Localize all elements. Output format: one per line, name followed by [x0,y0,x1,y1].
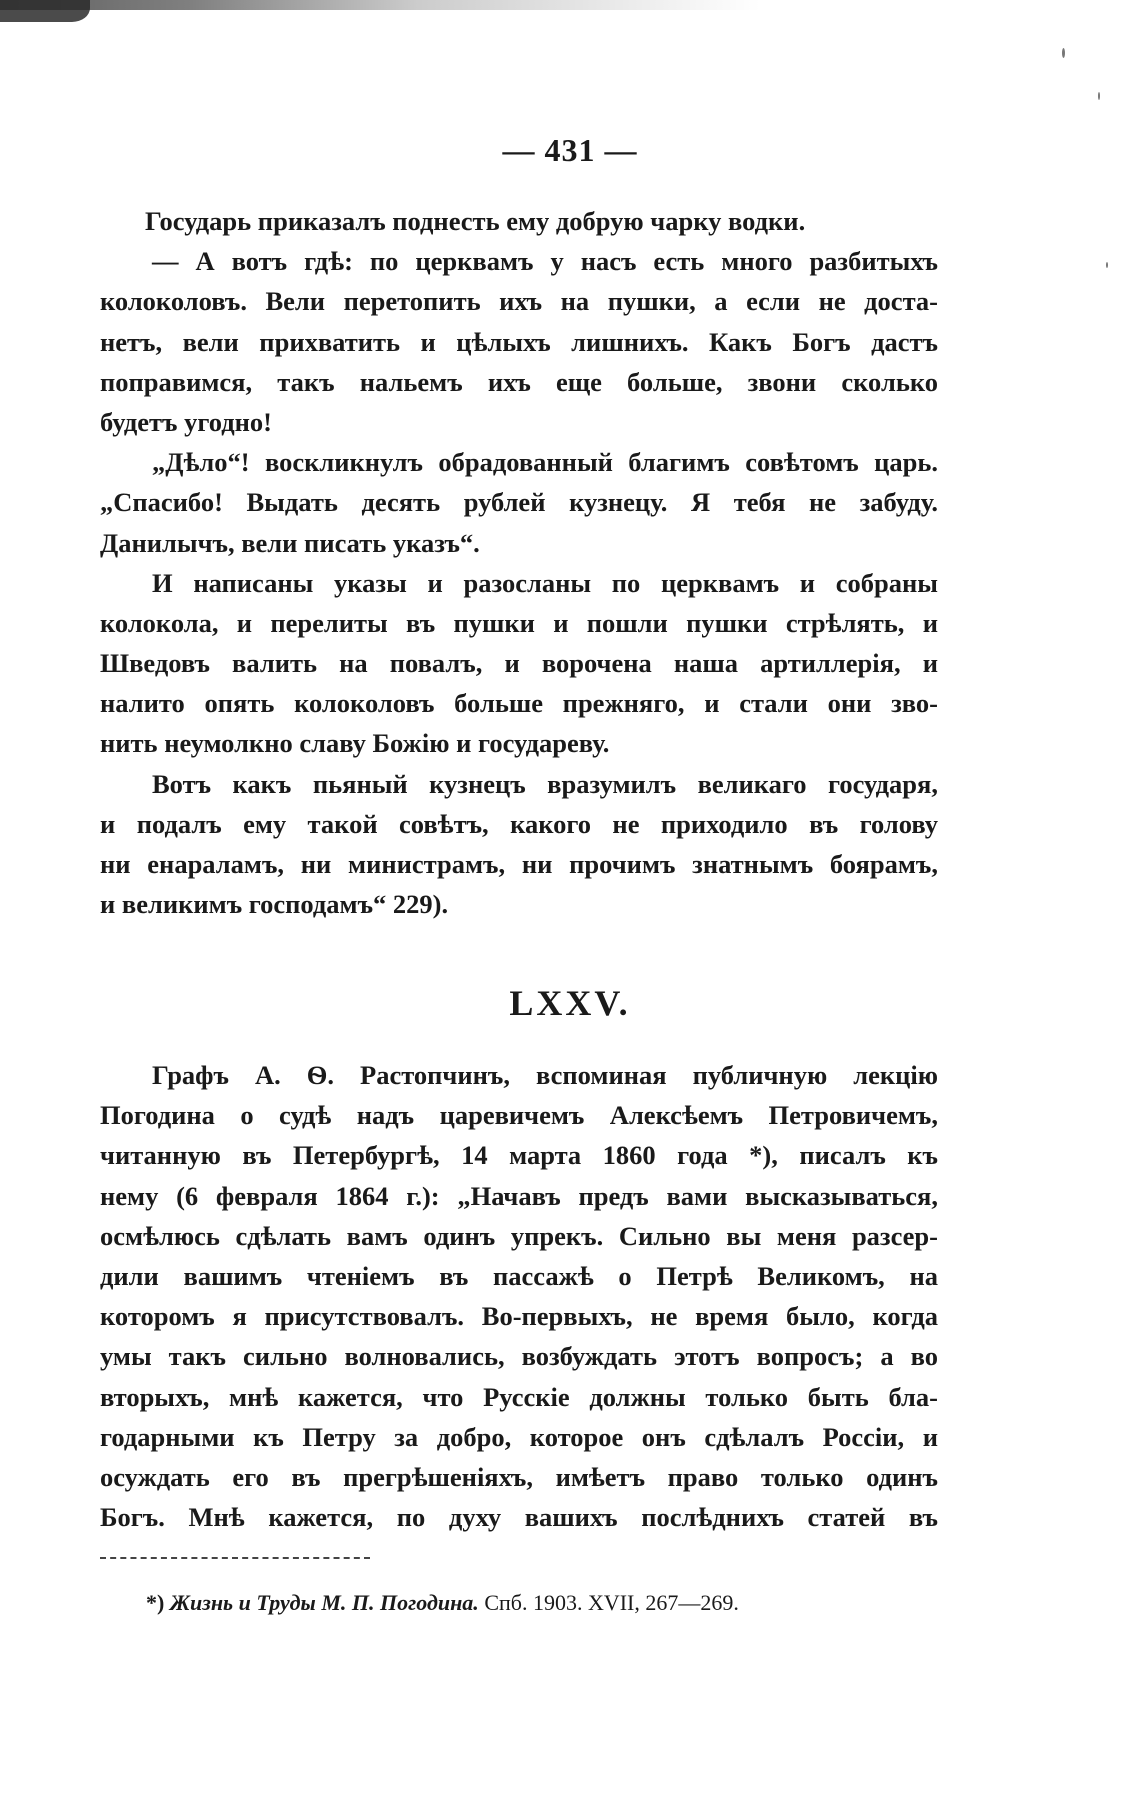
text-line: нить неумолкно славу Божію и государеву. [100,728,610,759]
scan-speck [1062,48,1065,58]
footnote-title: Жизнь и Труды М. П. Погодина. [169,1590,479,1615]
text-line: нетъ, вели прихватить и цѣлыхъ лишнихъ. Какъ Богъ дастъ [100,326,938,357]
text-line: — А вотъ гдѣ: по церквамъ у насъ есть много разбитыхъ [152,246,938,277]
text-line: И написаны указы и разосланы по церквамъ и собраны [152,567,938,598]
footnote [146,1590,946,1616]
scan-corner-shadow [0,0,90,22]
text-line: вторыхъ, мнѣ кажется, что Русскіе должны только быть бла- [100,1381,938,1412]
text-line: „Дѣло“! воскликнулъ обрадованный благимъ совѣтомъ царь. [152,447,938,478]
text-line: умы такъ сильно волновались, возбуждать этотъ вопросъ; а во [100,1341,938,1372]
body-text-top [100,201,938,924]
text-line: Вотъ какъ пьяный кузнецъ вразумилъ великаго государя, [152,768,938,799]
footnote-mark: *) [146,1590,165,1615]
text-line: осуждать его въ прегрѣшеніяхъ, имѣетъ право только одинъ [100,1461,938,1492]
section-heading: LXXV. [509,983,631,1023]
text-line: нему (6 февраля 1864 г.): „Начавъ предъ вами высказываться, [100,1180,938,1211]
text-line: и подалъ ему такой совѣтъ, какого не приходило въ голову [100,808,938,839]
text-line: которомъ я присутствовалъ. Во-первыхъ, не время было, когда [100,1301,938,1332]
text-line: Шведовъ валить на повалъ, и ворочена наша артиллерія, и [100,648,938,679]
footnote-divider [100,1557,370,1559]
text-line: колоколовъ. Вели перетопить ихъ на пушки, а если не доста- [100,286,938,317]
scan-speck [1106,262,1108,268]
text-line: налито опять колоколовъ больше прежняго, и стали они зво- [100,688,938,719]
footnote-citation: Спб. 1903. XVII, 267—269. [484,1590,739,1615]
text-line: колокола, и перелиты въ пушки и пошли пушки стрѣлять, и [100,607,938,638]
scan-edge-shadow [0,0,760,10]
scan-speck [1098,92,1100,100]
page-number: — 431 — [502,132,638,168]
text-line: Графъ А. Ѳ. Растопчинъ, вспоминая публичную лекцію [152,1060,938,1090]
text-line: ни енараламъ, ни министрамъ, ни прочимъ знатнымъ боярамъ, [100,849,938,879]
text-line: будетъ угодно! [100,406,272,437]
text-line: „Спасибо! Выдать десять рублей кузнецу. Я тебя не забуду. [100,487,938,518]
text-line: осмѣлюсь сдѣлать вамъ одинъ упрекъ. Сильно вы меня разсер- [100,1220,938,1251]
text-line: поправимся, такъ нальемъ ихъ еще больше, звони сколько [100,366,938,397]
text-line: Погодина о судѣ надъ царевичемъ Алексѣемъ Петровичемъ, [100,1100,938,1131]
text-line: годарными къ Петру за добро, которое онъ сдѣлалъ Россіи, и [100,1421,938,1452]
text-line: Данилычъ, вели писать указъ“. [100,527,480,558]
text-line: и великимъ господамъ“ 229). [100,889,449,920]
text-line: читанную въ Петербургѣ, 14 марта 1860 года *), писалъ къ [100,1140,938,1171]
text-line: дили вашимъ чтеніемъ въ пассажѣ о Петрѣ Великомъ, на [100,1260,938,1291]
text-line: Богъ. Мнѣ кажется, по духу вашихъ послѣднихъ статей въ [100,1502,938,1533]
text-line: Государь приказалъ поднесть ему добрую чарку водки. [145,206,806,236]
body-text-bottom [100,1055,938,1537]
